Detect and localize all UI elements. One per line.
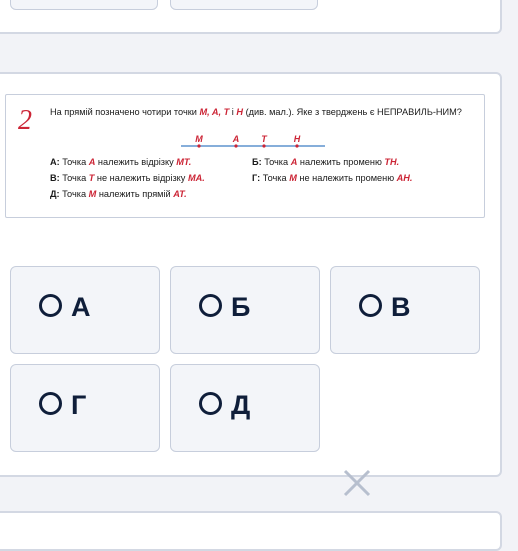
- radio-circle-icon[interactable]: [199, 392, 222, 415]
- radio-circle-icon[interactable]: [39, 294, 62, 317]
- radio-circle-icon[interactable]: [39, 392, 62, 415]
- number-line-figure: [181, 134, 331, 156]
- answer-option-2[interactable]: [170, 266, 320, 354]
- question-text: [50, 107, 470, 118]
- statement-5: [50, 189, 187, 200]
- answer-option-label: Д: [231, 390, 251, 420]
- statement-label: Г:: [252, 173, 261, 183]
- answer-option-label: Б: [231, 292, 251, 322]
- text-span: не належить променю: [296, 173, 397, 183]
- statement-label: В:: [50, 173, 60, 183]
- point-marker: [262, 144, 265, 147]
- point-name: M, A, T: [199, 107, 230, 117]
- text-span: Точка: [261, 157, 291, 167]
- statement-label: А:: [50, 157, 60, 167]
- text-span: (див. мал.). Яке з тверджень є НЕПРАВИЛЬ-НИМ?: [243, 107, 462, 117]
- radio-circle-icon[interactable]: [199, 294, 222, 317]
- statement-2: [252, 157, 399, 168]
- question-card: [0, 72, 502, 477]
- answer-option-label: Г: [71, 390, 87, 420]
- next-question-card: [0, 511, 502, 551]
- answer-option-label: В: [391, 292, 411, 322]
- point-name: T: [88, 173, 95, 183]
- statement-4: [252, 173, 412, 184]
- point-name: MT.: [176, 157, 192, 167]
- text-span: і: [229, 107, 237, 117]
- answer-option-4[interactable]: [10, 364, 160, 452]
- previous-question-card: [0, 0, 502, 34]
- point-name: M: [88, 189, 97, 199]
- close-icon[interactable]: [341, 467, 373, 499]
- point-name: AT.: [173, 189, 187, 199]
- point-marker: [234, 144, 237, 147]
- text-span: належить променю: [297, 157, 385, 167]
- text-span: На прямій позначено чотири точки: [50, 107, 200, 117]
- text-span: Точка: [260, 173, 290, 183]
- text-span: не належить відрізку: [94, 173, 188, 183]
- text-span: Точка: [59, 173, 89, 183]
- answer-option-5[interactable]: [170, 364, 320, 452]
- point-name: TH.: [384, 157, 400, 167]
- statement-label: Д:: [50, 189, 60, 199]
- question-box: [5, 94, 485, 218]
- previous-answer-option[interactable]: [170, 0, 318, 10]
- text-span: належить прямій: [96, 189, 174, 199]
- radio-circle-icon[interactable]: [359, 294, 382, 317]
- text-span: належить відрізку: [95, 157, 177, 167]
- point-label: H: [293, 134, 301, 144]
- point-name: A: [88, 157, 96, 167]
- statement-1: [50, 157, 191, 168]
- point-marker: [295, 144, 298, 147]
- point-label: M: [195, 134, 203, 144]
- text-span: Точка: [59, 189, 89, 199]
- point-label: A: [232, 134, 240, 144]
- point-name: AH.: [396, 173, 413, 183]
- question-number: 2: [18, 105, 32, 136]
- answer-option-3[interactable]: [330, 266, 480, 354]
- point-name: A: [290, 157, 298, 167]
- point-name: MA.: [187, 173, 205, 183]
- statement-label: Б:: [252, 157, 262, 167]
- point-name: M: [289, 173, 297, 183]
- statement-3: [50, 173, 205, 184]
- point-marker: [197, 144, 200, 147]
- previous-answer-option[interactable]: [10, 0, 158, 10]
- answer-option-label: А: [71, 292, 91, 322]
- text-span: Точка: [59, 157, 89, 167]
- answer-option-1[interactable]: [10, 266, 160, 354]
- point-name: H: [236, 107, 244, 117]
- point-label: T: [261, 134, 267, 144]
